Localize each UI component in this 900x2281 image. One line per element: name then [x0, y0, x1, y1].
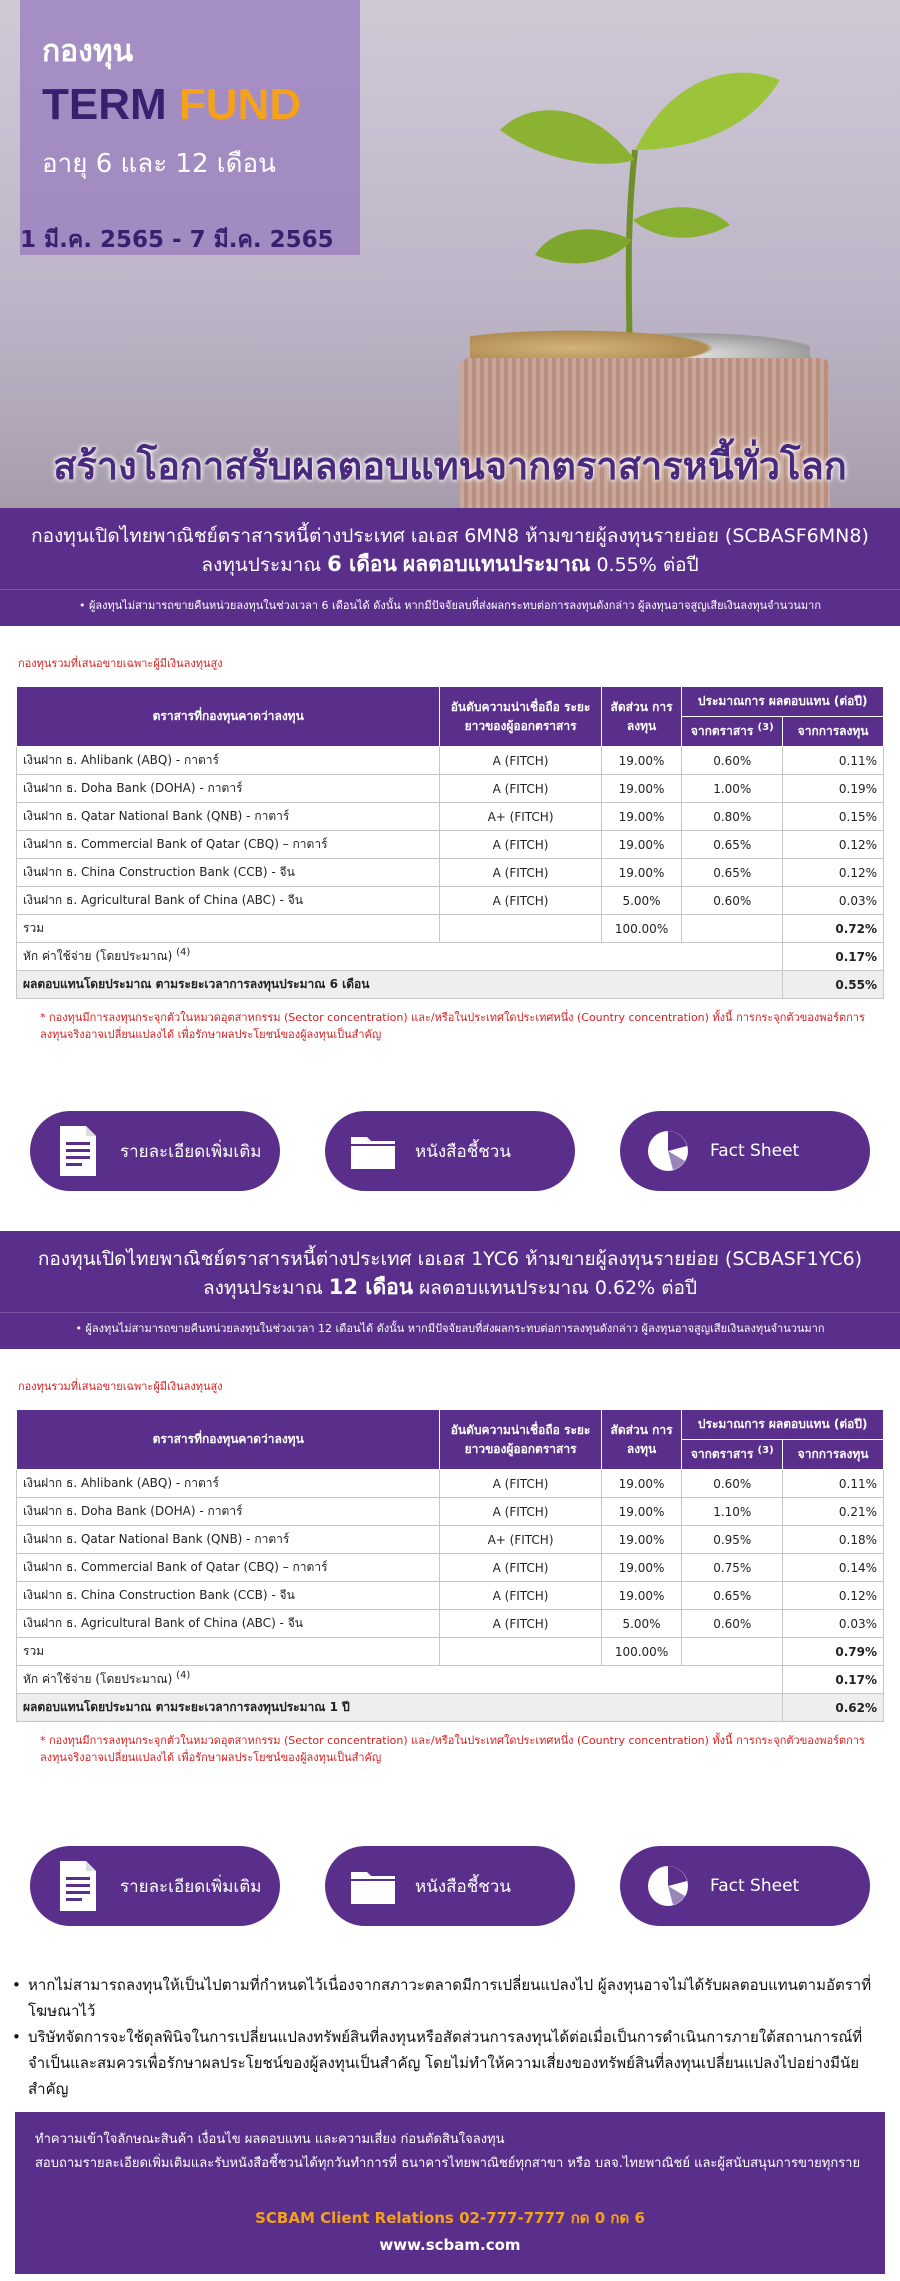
empty-cell	[682, 915, 783, 943]
col-weight: สัดส่วน การลงทุน	[601, 687, 682, 747]
hero-dates: 1 มี.ค. 2565 - 7 มี.ค. 2565	[20, 227, 334, 253]
cell-rating: A (FITCH)	[440, 1498, 601, 1526]
col-instrument: ตราสารที่กองทุนคาดว่าลงทุน	[17, 687, 440, 747]
return-prefix: ผลตอบแทนประมาณ	[402, 552, 591, 576]
col-instrument: ตราสารที่กองทุนคาดว่าลงทุน	[17, 1410, 440, 1470]
col-weight: สัดส่วน การลงทุน	[601, 1410, 682, 1470]
cell-weight: 19.00%	[601, 775, 682, 803]
cell-name: เงินฝาก ธ. Ahlibank (ABQ) - กาตาร์	[17, 1470, 440, 1498]
fee-row	[17, 943, 884, 971]
cell-rating: A+ (FITCH)	[440, 803, 601, 831]
cell-yield: 0.80%	[682, 803, 783, 831]
cell-contrib: 0.12%	[783, 831, 884, 859]
disclaimer-list	[10, 1972, 890, 2102]
allocation-table	[16, 686, 884, 999]
cell-weight: 19.00%	[601, 1554, 682, 1582]
total-contrib: 0.79%	[783, 1638, 884, 1666]
fact-sheet-button[interactable]	[620, 1111, 870, 1191]
fund-header	[0, 1231, 900, 1312]
table-row	[17, 1554, 884, 1582]
hero-title-term: TERM	[42, 80, 167, 129]
disclaimer-item: • หากไม่สามารถลงทุนให้เป็นไปตามที่กำหนดไว้เนื่องจากสภาวะตลาดมีการเปลี่ยนแปลงไป ผู้ลงทุนอาจไม่ได้รับผลตอบแทนตามอัตราที่โฆษณาไว้	[10, 1972, 890, 2024]
net-label: ผลตอบแทนโดยประมาณ ตามระยะเวลาการลงทุนประมาณ 1 ปี	[17, 1694, 783, 1722]
hero-pre-title: กองทุน	[42, 34, 134, 69]
total-weight: 100.00%	[601, 915, 682, 943]
col-estimate: ประมาณการ ผลตอบแทน (ต่อปี)	[682, 1410, 884, 1440]
cell-name: เงินฝาก ธ. Qatar National Bank (QNB) - กาตาร์	[17, 1526, 440, 1554]
return-value: 0.55% ต่อปี	[596, 554, 699, 576]
col-contrib: จากการลงทุน	[783, 717, 884, 747]
details-button-label: รายละเอียดเพิ่มเติม	[120, 1876, 262, 1897]
cell-weight: 19.00%	[601, 831, 682, 859]
cell-yield: 0.60%	[682, 887, 783, 915]
fee-value: 0.17%	[783, 1666, 884, 1694]
cell-name: เงินฝาก ธ. Commercial Bank of Qatar (CBQ) – กาตาร์	[17, 831, 440, 859]
empty-cell	[682, 1638, 783, 1666]
cell-weight: 19.00%	[601, 1498, 682, 1526]
cell-yield: 0.65%	[682, 831, 783, 859]
footnote: * กองทุนมีการลงทุนกระจุกตัวในหมวดอุตสาหกรรม (Sector concentration) และ/หรือในประเทศใดประเทศหนึ่ง (Country concentration) ทั้งนี้ การกระจุกตัวของพอร์ตการลงทุนจริงอาจเปลี่ยนแปลงได้ เพื่อรักษาผลประโยชน์ของผู้ลงทุนเป็นสำคัญ	[40, 1011, 865, 1041]
hero-title-box	[20, 0, 360, 255]
cell-rating: A (FITCH)	[440, 1582, 601, 1610]
fund-section-2	[0, 1231, 900, 1926]
cell-yield: 0.75%	[682, 1554, 783, 1582]
col-yield	[682, 717, 783, 747]
hero-banner	[0, 0, 900, 508]
fact-sheet-button[interactable]	[620, 1846, 870, 1926]
fund-header	[0, 508, 900, 589]
fee-label: หัก ค่าใช้จ่าย (โดยประมาณ)	[23, 1672, 173, 1686]
fee-value: 0.17%	[783, 943, 884, 971]
net-row	[17, 971, 884, 999]
term-prefix: ลงทุนประมาณ	[201, 554, 322, 576]
table-row	[17, 1498, 884, 1526]
term-value: 12 เดือน	[328, 1275, 414, 1299]
table-row	[17, 887, 884, 915]
cell-contrib: 0.03%	[783, 887, 884, 915]
details-button[interactable]	[30, 1846, 280, 1926]
website-link[interactable]: www.scbam.com	[379, 2236, 521, 2254]
cell-contrib: 0.11%	[783, 1470, 884, 1498]
pie-chart-icon	[644, 1124, 692, 1178]
fund-title: กองทุนเปิดไทยพาณิชย์ตราสารหนี้ต่างประเทศ เอเอส 1YC6 ห้ามขายผู้ลงทุนรายย่อย (SCBASF1YC6)	[37, 1248, 863, 1270]
col-yield	[682, 1440, 783, 1470]
col-rating: อันดับความน่าเชื่อถือ ระยะยาวของผู้ออกตราสาร	[440, 687, 601, 747]
cell-weight: 19.00%	[601, 803, 682, 831]
folder-icon	[349, 1124, 397, 1178]
cell-weight: 19.00%	[601, 859, 682, 887]
cell-rating: A (FITCH)	[440, 1554, 601, 1582]
cell-weight: 19.00%	[601, 747, 682, 775]
return-value: 0.62% ต่อปี	[594, 1277, 698, 1299]
cell-name: เงินฝาก ธ. Ahlibank (ABQ) - กาตาร์	[17, 747, 440, 775]
cell-name: เงินฝาก ธ. Qatar National Bank (QNB) - กาตาร์	[17, 803, 440, 831]
fund-title: กองทุนเปิดไทยพาณิชย์ตราสารหนี้ต่างประเทศ เอเอส 6MN8 ห้ามขายผู้ลงทุนรายย่อย (SCBASF6MN8)	[31, 525, 869, 547]
contact-band	[15, 2112, 885, 2274]
cell-contrib: 0.12%	[783, 1582, 884, 1610]
total-label: รวม	[17, 1638, 440, 1666]
cell-contrib: 0.03%	[783, 1610, 884, 1638]
cell-contrib: 0.11%	[783, 747, 884, 775]
col-contrib: จากการลงทุน	[783, 1440, 884, 1470]
term-prefix: ลงทุนประมาณ	[202, 1277, 323, 1299]
cell-rating: A (FITCH)	[440, 747, 601, 775]
net-value: 0.62%	[783, 1694, 884, 1722]
cell-weight: 19.00%	[601, 1470, 682, 1498]
cell-contrib: 0.21%	[783, 1498, 884, 1526]
document-icon	[54, 1859, 102, 1913]
fund-term-line	[10, 550, 890, 579]
col-yield-label: จากตราสาร	[690, 724, 754, 738]
table-row	[17, 1582, 884, 1610]
cell-yield: 1.10%	[682, 1498, 783, 1526]
table-row	[17, 747, 884, 775]
cell-yield: 0.95%	[682, 1526, 783, 1554]
table-row	[17, 859, 884, 887]
col-estimate: ประมาณการ ผลตอบแทน (ต่อปี)	[682, 687, 884, 717]
col-rating: อันดับความน่าเชื่อถือ ระยะยาวของผู้ออกตราสาร	[440, 1410, 601, 1470]
fact-sheet-button-label: Fact Sheet	[710, 1141, 800, 1161]
cell-rating: A (FITCH)	[440, 887, 601, 915]
cell-weight: 5.00%	[601, 1610, 682, 1638]
fee-label-cell	[17, 943, 783, 971]
cell-yield: 0.60%	[682, 1610, 783, 1638]
prospectus-button[interactable]	[325, 1846, 575, 1926]
cell-contrib: 0.19%	[783, 775, 884, 803]
total-label: รวม	[17, 915, 440, 943]
button-row	[30, 1111, 870, 1191]
table-row	[17, 1610, 884, 1638]
cell-rating: A (FITCH)	[440, 859, 601, 887]
fee-label-cell	[17, 1666, 783, 1694]
cell-yield: 1.00%	[682, 775, 783, 803]
fund-term-line	[10, 1273, 890, 1302]
col-yield-sup: (3)	[757, 1445, 774, 1456]
prospectus-button-label: หนังสือชี้ชวน	[415, 1141, 511, 1162]
cell-weight: 19.00%	[601, 1582, 682, 1610]
cell-name: เงินฝาก ธ. Doha Bank (DOHA) - กาตาร์	[17, 775, 440, 803]
cell-name: เงินฝาก ธ. Doha Bank (DOHA) - กาตาร์	[17, 1498, 440, 1526]
pie-chart-icon	[644, 1859, 692, 1913]
details-button[interactable]	[30, 1111, 280, 1191]
table-row	[17, 803, 884, 831]
fee-row	[17, 1666, 884, 1694]
prospectus-button-label: หนังสือชี้ชวน	[415, 1876, 511, 1897]
cell-weight: 19.00%	[601, 1526, 682, 1554]
cell-rating: A+ (FITCH)	[440, 1526, 601, 1554]
cell-rating: A (FITCH)	[440, 1470, 601, 1498]
table-row	[17, 1526, 884, 1554]
total-row	[17, 1638, 884, 1666]
section-note: กองทุนรวมที่เสนอขายเฉพาะผู้มีเงินลงทุนสูง	[18, 1380, 223, 1393]
total-row	[17, 915, 884, 943]
cell-yield: 0.60%	[682, 1470, 783, 1498]
table-row	[17, 831, 884, 859]
cell-weight: 5.00%	[601, 887, 682, 915]
hero-title-fund: FUND	[178, 80, 302, 129]
hero-age: อายุ 6 และ 12 เดือน	[42, 149, 276, 179]
return-prefix: ผลตอบแทนประมาณ	[419, 1277, 589, 1299]
total-weight: 100.00%	[601, 1638, 682, 1666]
cell-contrib: 0.12%	[783, 859, 884, 887]
term-value: 6 เดือน	[327, 552, 397, 576]
cell-name: เงินฝาก ธ. Agricultural Bank of China (ABC) - จีน	[17, 887, 440, 915]
fee-sup: (4)	[176, 1670, 191, 1681]
button-row	[30, 1846, 870, 1926]
fact-sheet-button-label: Fact Sheet	[710, 1876, 800, 1896]
footnote: * กองทุนมีการลงทุนกระจุกตัวในหมวดอุตสาหกรรม (Sector concentration) และ/หรือในประเทศใดประเทศหนึ่ง (Country concentration) ทั้งนี้ การกระจุกตัวของพอร์ตการลงทุนจริงอาจเปลี่ยนแปลงได้ เพื่อรักษาผลประโยชน์ของผู้ลงทุนเป็นสำคัญ	[40, 1734, 865, 1764]
cell-rating: A (FITCH)	[440, 831, 601, 859]
cell-yield: 0.65%	[682, 1582, 783, 1610]
fee-label: หัก ค่าใช้จ่าย (โดยประมาณ)	[23, 949, 173, 963]
net-value: 0.55%	[783, 971, 884, 999]
empty-cell	[440, 915, 601, 943]
cell-contrib: 0.15%	[783, 803, 884, 831]
fund-warning-note: • ผู้ลงทุนไม่สามารถขายคืนหน่วยลงทุนในช่วงเวลา 12 เดือนได้ ดังนั้น หากมีปัจจัยลบที่ส่งผลกระทบต่อการลงทุนดังกล่าว ผู้ลงทุนอาจสูญเสียเงินลงทุนจำนวนมาก	[0, 1312, 900, 1349]
folder-icon	[349, 1859, 397, 1913]
net-label: ผลตอบแทนโดยประมาณ ตามระยะเวลาการลงทุนประมาณ 6 เดือน	[17, 971, 783, 999]
hero-slogan: สร้างโอกาสรับผลตอบแทนจากตราสารหนี้ทั่วโลก	[53, 444, 847, 488]
fund-section-1	[0, 508, 900, 1191]
cell-name: เงินฝาก ธ. Agricultural Bank of China (ABC) - จีน	[17, 1610, 440, 1638]
prospectus-button[interactable]	[325, 1111, 575, 1191]
cell-rating: A (FITCH)	[440, 1610, 601, 1638]
hero-title	[42, 79, 338, 131]
fund-warning-note: • ผู้ลงทุนไม่สามารถขายคืนหน่วยลงทุนในช่วงเวลา 6 เดือนได้ ดังนั้น หากมีปัจจัยลบที่ส่งผลกระทบต่อการลงทุนดังกล่าว ผู้ลงทุนอาจสูญเสียเงินลงทุนจำนวนมาก	[0, 589, 900, 626]
total-contrib: 0.72%	[783, 915, 884, 943]
fee-sup: (4)	[176, 947, 191, 958]
cell-contrib: 0.18%	[783, 1526, 884, 1554]
warning-line-2: สอบถามรายละเอียดเพิ่มเติมและรับหนังสือชี้ชวนได้ทุกวันทำการที่ ธนาคารไทยพาณิชย์ทุกสาขา หรือ บลจ.ไทยพาณิชย์ และผู้สนับสนุนการขายทุกราย	[35, 2156, 861, 2171]
cell-name: เงินฝาก ธ. China Construction Bank (CCB) - จีน	[17, 859, 440, 887]
cell-name: เงินฝาก ธ. China Construction Bank (CCB) - จีน	[17, 1582, 440, 1610]
cell-name: เงินฝาก ธ. Commercial Bank of Qatar (CBQ) – กาตาร์	[17, 1554, 440, 1582]
warning-line-1: ทำความเข้าใจลักษณะสินค้า เงื่อนไข ผลตอบแทน และความเสี่ยง ก่อนตัดสินใจลงทุน	[35, 2132, 505, 2147]
col-yield-sup: (3)	[757, 722, 774, 733]
table-row	[17, 775, 884, 803]
allocation-table	[16, 1409, 884, 1722]
contact-phone[interactable]: SCBAM Client Relations 02-777-7777 กด 0 กด 6	[255, 2209, 645, 2227]
document-icon	[54, 1124, 102, 1178]
cell-contrib: 0.14%	[783, 1554, 884, 1582]
section-note: กองทุนรวมที่เสนอขายเฉพาะผู้มีเงินลงทุนสูง	[18, 657, 223, 670]
details-button-label: รายละเอียดเพิ่มเติม	[120, 1141, 262, 1162]
cell-rating: A (FITCH)	[440, 775, 601, 803]
col-yield-label: จากตราสาร	[690, 1447, 754, 1461]
net-row	[17, 1694, 884, 1722]
empty-cell	[440, 1638, 601, 1666]
table-row	[17, 1470, 884, 1498]
cell-yield: 0.60%	[682, 747, 783, 775]
disclaimer-item: • บริษัทจัดการจะใช้ดุลพินิจในการเปลี่ยนแปลงทรัพย์สินที่ลงทุนหรือสัดส่วนการลงทุนได้ต่อเมื่อเป็นการดำเนินการภายใต้สถานการณ์ที่จำเป็นและสมควรเพื่อรักษาผลประโยชน์ของผู้ลงทุนเป็นสำคัญ โดยไม่ทำให้ความเสี่ยงของทรัพย์สินที่ลงทุนเปลี่ยนแปลงไปอย่างมีนัยสำคัญ	[10, 2024, 890, 2102]
cell-yield: 0.65%	[682, 859, 783, 887]
